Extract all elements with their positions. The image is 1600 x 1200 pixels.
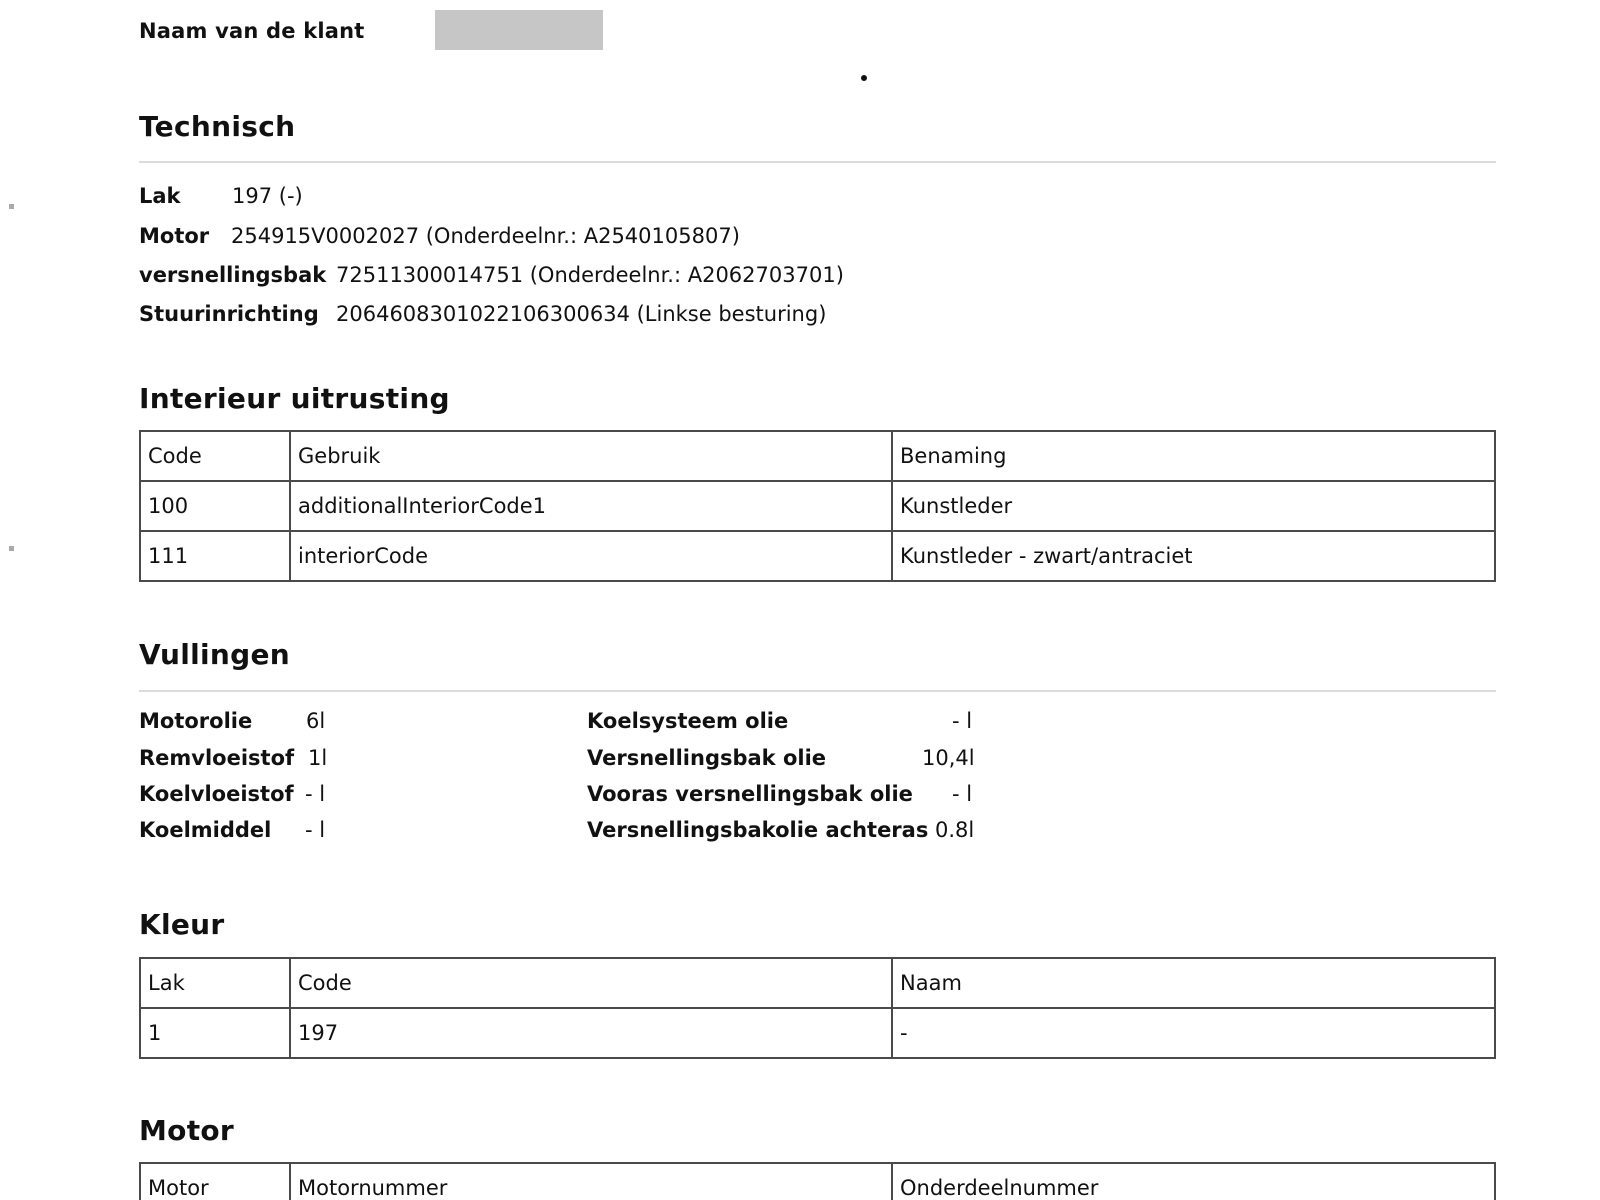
- tech-key: Stuurinrichting: [139, 302, 319, 326]
- section-divider: [139, 690, 1496, 692]
- document-page: [139, 0, 1496, 1200]
- fill-row-koelmiddel: [139, 818, 579, 846]
- fill-row-remvloeistof: [139, 746, 579, 774]
- tech-value: 197 (-): [232, 184, 303, 208]
- table-cell: Kunstleder: [892, 481, 1495, 531]
- customer-row: [139, 16, 365, 46]
- tech-row-stuurinrichting: [139, 300, 827, 328]
- table-cell: 100: [140, 481, 290, 531]
- tech-key: Lak: [139, 184, 181, 208]
- tech-value: 254915V0002027 (Onderdeelnr.: A2540105807): [231, 224, 740, 248]
- section-title-technisch: Technisch: [139, 110, 296, 143]
- margin-mark: [9, 204, 14, 209]
- fill-row-vooras-versnellingsbak-olie: [587, 782, 1047, 810]
- fill-key: Koelsysteem olie: [587, 709, 789, 733]
- tech-value: 72511300014751 (Onderdeelnr.: A2062703701): [336, 263, 844, 287]
- fill-key: Remvloeistof: [139, 746, 295, 770]
- table-cell: 197: [290, 1008, 892, 1058]
- fill-key: Versnellingsbakolie achteras: [587, 818, 929, 842]
- header-cell: Naam: [892, 958, 1495, 1008]
- fill-value: 1l: [308, 746, 328, 770]
- fill-key: Motorolie: [139, 709, 253, 733]
- fill-key: Koelvloeistof: [139, 782, 294, 806]
- stray-dot: [861, 75, 867, 81]
- margin-mark: [9, 546, 14, 551]
- customer-name-label: Naam van de klant: [139, 19, 365, 43]
- table-header-row: [140, 1163, 1495, 1200]
- table-cell: 1: [140, 1008, 290, 1058]
- table-row: [140, 531, 1495, 581]
- fill-value: - l: [952, 709, 973, 733]
- header-cell: Motornummer: [290, 1163, 892, 1200]
- header-cell: Gebruik: [290, 431, 892, 481]
- table-header-row: [140, 431, 1495, 481]
- fill-value: 0.8l: [935, 818, 975, 842]
- header-cell: Code: [140, 431, 290, 481]
- header-cell: Onderdeelnummer: [892, 1163, 1495, 1200]
- fill-key: Vooras versnellingsbak olie: [587, 782, 913, 806]
- tech-key: versnellingsbak: [139, 263, 327, 287]
- motor-table: [139, 1162, 1496, 1200]
- tech-value: 20646083010221063006​34 (Linkse besturing): [336, 302, 827, 326]
- fill-value: 6l: [306, 709, 326, 733]
- fill-key: Versnellingsbak olie: [587, 746, 827, 770]
- interieur-table: [139, 430, 1496, 582]
- section-title-kleur: Kleur: [139, 908, 225, 941]
- fill-row-versnellingsbakolie-achteras: [587, 818, 1047, 846]
- table-cell: additionalInteriorCode1: [290, 481, 892, 531]
- fill-key: Koelmiddel: [139, 818, 272, 842]
- tech-row-motor: [139, 222, 740, 250]
- fill-row-versnellingsbak-olie: [587, 746, 1047, 774]
- kleur-table: [139, 957, 1496, 1059]
- fill-row-koelsysteem-olie: [587, 709, 1047, 737]
- section-title-motor: Motor: [139, 1114, 235, 1147]
- section-divider: [139, 161, 1496, 163]
- customer-name-redacted: [435, 10, 603, 50]
- fill-value: - l: [305, 818, 326, 842]
- table-cell: interiorCode: [290, 531, 892, 581]
- section-title-interieur: Interieur uitrusting: [139, 382, 450, 415]
- header-cell: Lak: [140, 958, 290, 1008]
- header-cell: Motor: [140, 1163, 290, 1200]
- table-cell: -: [892, 1008, 1495, 1058]
- fill-value: - l: [305, 782, 326, 806]
- table-row: [140, 1008, 1495, 1058]
- fill-value: 10,4l: [922, 746, 975, 770]
- table-row: [140, 481, 1495, 531]
- fill-value: - l: [952, 782, 973, 806]
- tech-key: Motor: [139, 224, 210, 248]
- table-cell: Kunstleder - zwart/antraciet: [892, 531, 1495, 581]
- fill-row-koelvloeistof: [139, 782, 579, 810]
- tech-row-versnellingsbak: [139, 261, 844, 289]
- section-title-vullingen: Vullingen: [139, 638, 290, 671]
- table-cell: 111: [140, 531, 290, 581]
- header-cell: Benaming: [892, 431, 1495, 481]
- header-cell: Code: [290, 958, 892, 1008]
- fill-row-motorolie: [139, 709, 579, 737]
- tech-row-lak: [139, 182, 303, 210]
- table-header-row: [140, 958, 1495, 1008]
